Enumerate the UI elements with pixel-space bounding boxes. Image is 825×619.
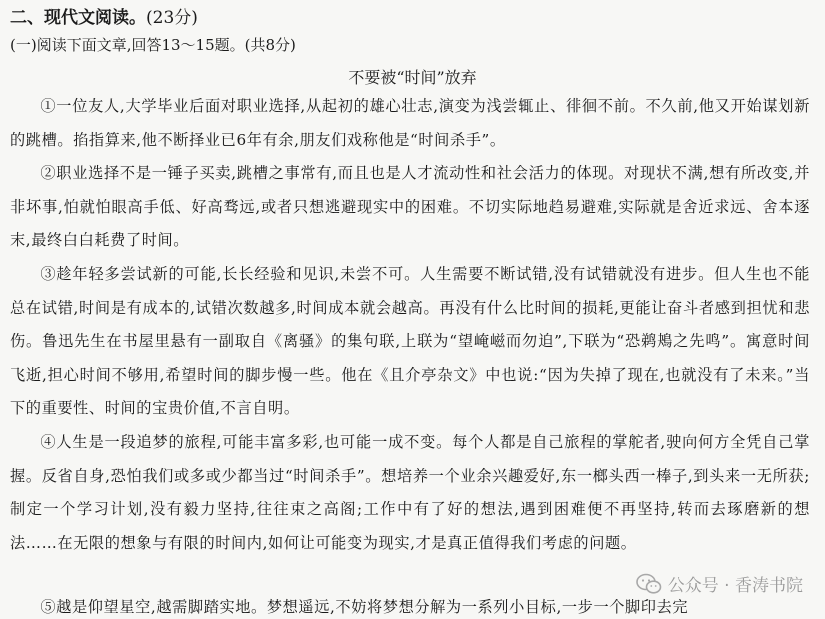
paragraph-1: ①一位友人,大学毕业后面对职业选择,从起初的雄心壮志,演变为浅尝辄止、徘徊不前。不久前,他又开始谋划新的跳槽。掐指算来,他不断择业已6年有余,朋友们戏称他是“时间杀手”。 [10, 97, 810, 149]
paragraph-4: ④人生是一段追梦的旅程,可能丰富多彩,也可能一成不变。每个人都是自己旅程的掌舵者,驶向何方全凭自己掌握。反省自身,恐怕我们或多或少都当过“时间杀手”。想培养一个业余兴趣爱好,东一榔头西一棒子,到头来一无所获;制定一个学习计划,没有毅力坚持,往往束之高阁;工作中有了好的想法,遇到困难便不再坚持,转而去琢磨新的想法……在无限的想象与有限的时间内,如何让可能变为现实,才是真正值得我们考虑的问题。 [10, 433, 810, 552]
watermark [636, 571, 803, 596]
watermark-text: 公众号 · 香涛书院 [667, 576, 803, 596]
paragraph-2: ②职业选择不是一锤子买卖,跳槽之事常有,而且也是人才流动性和社会活力的体现。对现状不满,想有所改变,并非坏事,怕就怕眼高手低、好高骛远,或者只想逃避现实中的困难。不切实际地趋易避难,实际就是舍近求远、舍本逐末,最终白白耗费了时间。 [10, 164, 810, 250]
section-points: (23分) [146, 8, 198, 28]
section-heading-text: 二、现代文阅读。 [10, 8, 146, 28]
article-title: 不要被“时间”放弃 [348, 68, 477, 87]
section-heading [10, 3, 198, 28]
paragraph-3: ③趁年轻多尝试新的可能,长长经验和见识,未尝不可。人生需要不断试错,没有试错就没有进步。但人生也不能总在试错,时间是有成本的,试错次数越多,时间成本就会越高。再没有什么比时间的损耗,更能让奋斗者感到担忧和悲伤。鲁迅先生在书屋里悬有一副取自《离骚》的集句联,上联为“望崦嵫而勿迫”,下联为“恐鹈鴂之先鸣”。寓意时间飞逝,担心时间不够用,希望时间的脚步慢一些。他在《且介亭杂文》中也说:“因为失掉了现在,也就没有了未来。”当下的重要性、时间的宝贵价值,不言自明。 [10, 265, 810, 418]
paragraph-5: ⑤越是仰望星空,越需脚踏实地。梦想遥远,不妨将梦想分解为一系列小目标,一步一个脚印去完 [40, 598, 689, 616]
subsection-heading: (一)阅读下面文章,回答13～15题。(共8分) [10, 36, 296, 54]
wechat-icon [636, 573, 662, 595]
